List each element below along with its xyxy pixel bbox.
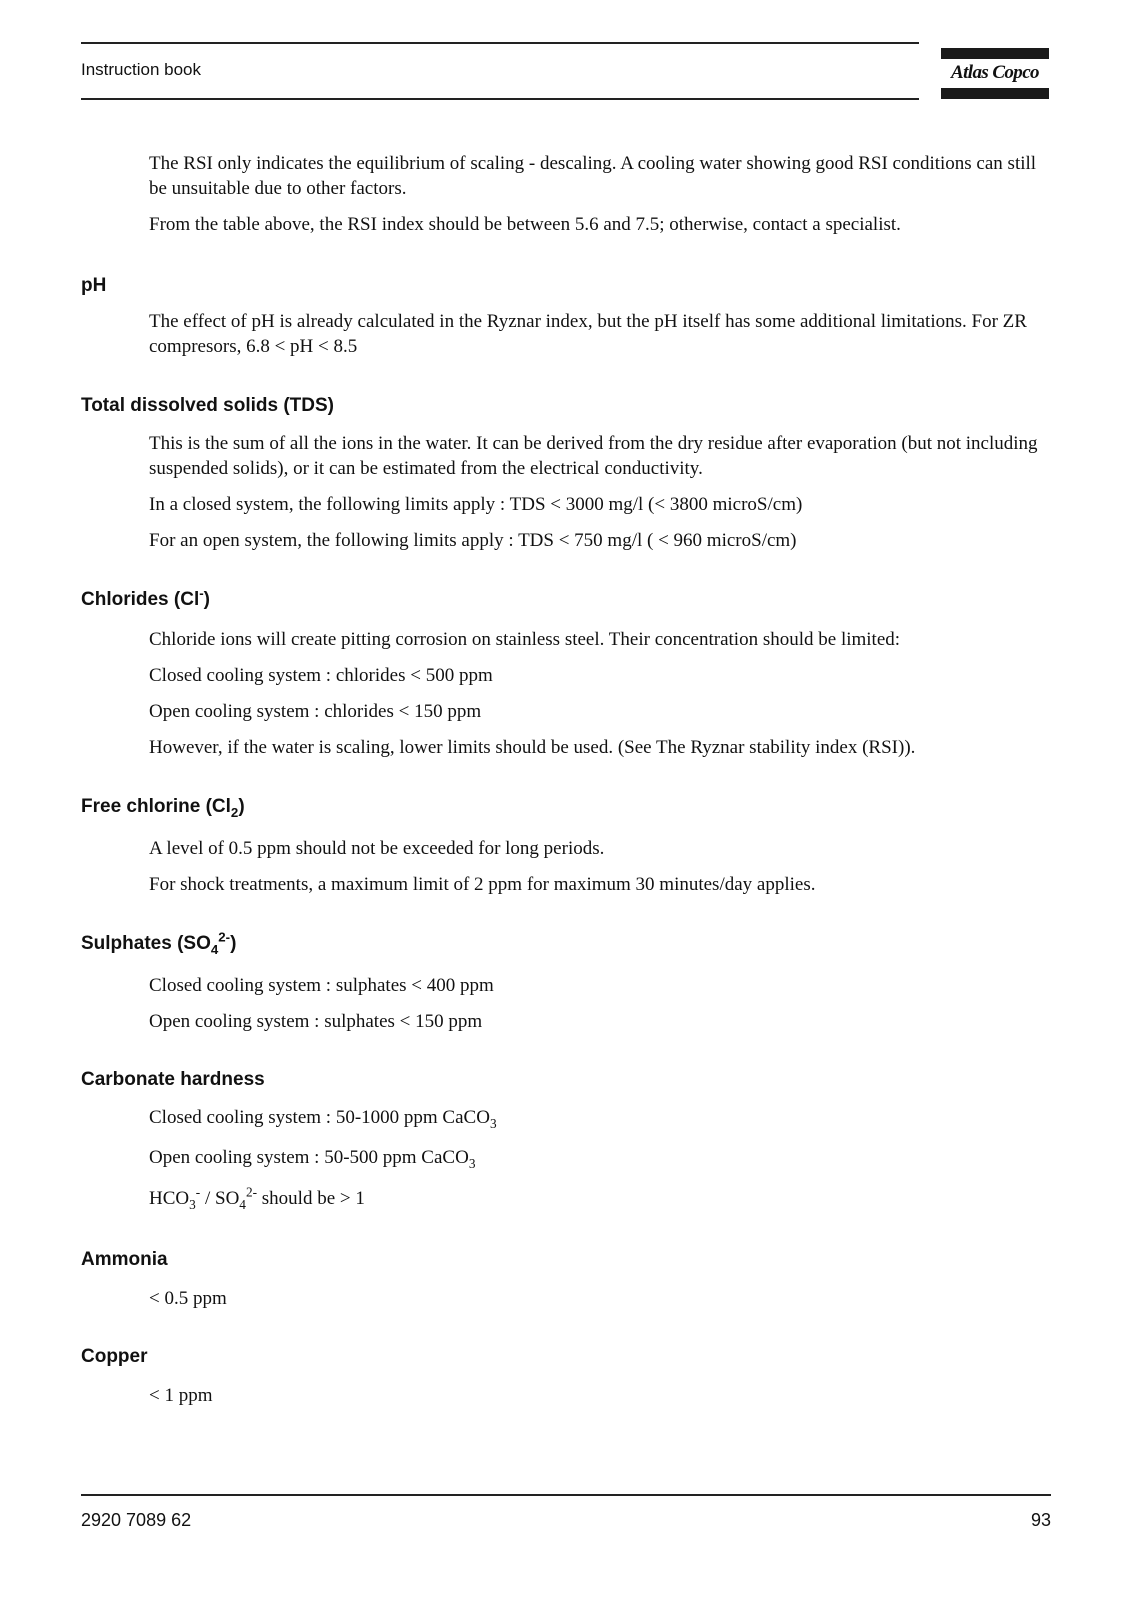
tds-paragraph-2: In a closed system, the following limits apply : TDS < 3000 mg/l (< 3800 microS/cm) [149, 494, 803, 515]
logo-top-bar [941, 48, 1049, 59]
chlorides-paragraph-3: Open cooling system : chlorides < 150 ppm [149, 701, 482, 722]
free-chlorine-paragraph-2: For shock treatments, a maximum limit of 2 ppm for maximum 30 minutes/day applies. [149, 874, 816, 895]
heading-sulphates: Sulphates $(SO_4^{2-})$ [81, 929, 237, 957]
carbonate-paragraph-3: $HCO_3^- / SO_4^{2-}$ should be > 1 [149, 1184, 365, 1212]
heading-ammonia: Ammonia [81, 1249, 168, 1270]
intro-paragraph-2: From the table above, the RSI index should be between 5.6 and 7.5; otherwise, contact a specialist. [149, 214, 901, 235]
ammonia-paragraph: < 0.5 ppm [149, 1288, 227, 1309]
heading-free-chlorine: Free chlorine $(Cl_2)$ [81, 796, 245, 820]
sulphates-paragraph-1: Closed cooling system : sulphates < 400 ppm [149, 975, 494, 996]
heading-carbonate-hardness: Carbonate hardness [81, 1069, 265, 1090]
heading-chlorides: Chlorides (Cl-) [81, 585, 210, 610]
footer-doc-number: 2920 7089 62 [81, 1510, 192, 1530]
heading-copper: Copper [81, 1346, 148, 1367]
chlorides-paragraph-4: However, if the water is scaling, lower limits should be used. (See The Ryznar stability index (RSI)). [149, 737, 916, 758]
atlas-copco-logo [941, 48, 1049, 101]
free-chlorine-paragraph-1: A level of 0.5 ppm should not be exceeded for long periods. [149, 838, 605, 859]
header-title: Instruction book [81, 60, 202, 79]
chlorides-paragraph-1: Chloride ions will create pitting corrosion on stainless steel. Their concentration should be limited: [149, 629, 901, 650]
footer-page-number: 93 [1030, 1510, 1051, 1530]
carbonate-paragraph-2: Open cooling system : 50-500 ppm CaCO$_3$ [149, 1147, 476, 1171]
logo-wordmark: Atlas Copco [951, 62, 1039, 83]
carbonate-paragraph-1: Closed cooling system : 50-1000 ppm CaCO$_3$ [149, 1107, 497, 1131]
footer-rule [81, 1494, 1051, 1496]
sulphates-paragraph-2: Open cooling system : sulphates < 150 ppm [149, 1011, 483, 1032]
heading-tds: Total dissolved solids (TDS) [81, 395, 335, 416]
copper-paragraph: < 1 ppm [149, 1385, 213, 1406]
intro-paragraph-1: The RSI only indicates the equilibrium of scaling - descaling. A cooling water showing good RSI conditions can still be unsuitable due to other factors. [149, 153, 1037, 199]
header-bottom-rule [81, 98, 919, 100]
tds-paragraph-3: For an open system, the following limits apply : TDS < 750 mg/l ( < 960 microS/cm) [149, 530, 797, 551]
chlorides-paragraph-2: Closed cooling system : chlorides < 500 ppm [149, 665, 493, 686]
ph-paragraph: The effect of pH is already calculated in the Ryznar index, but the pH itself has some additional limitations. For ZR compresors, 6.8 < pH < 8.5 [149, 311, 1027, 357]
tds-paragraph-1: This is the sum of all the ions in the water. It can be derived from the dry residue after evaporation (but not including suspended solids), or it can be estimated from the electrical conductivity. [149, 433, 1038, 479]
logo-bottom-bar [941, 88, 1049, 99]
heading-ph: pH [81, 275, 107, 296]
header-top-rule [81, 42, 919, 44]
